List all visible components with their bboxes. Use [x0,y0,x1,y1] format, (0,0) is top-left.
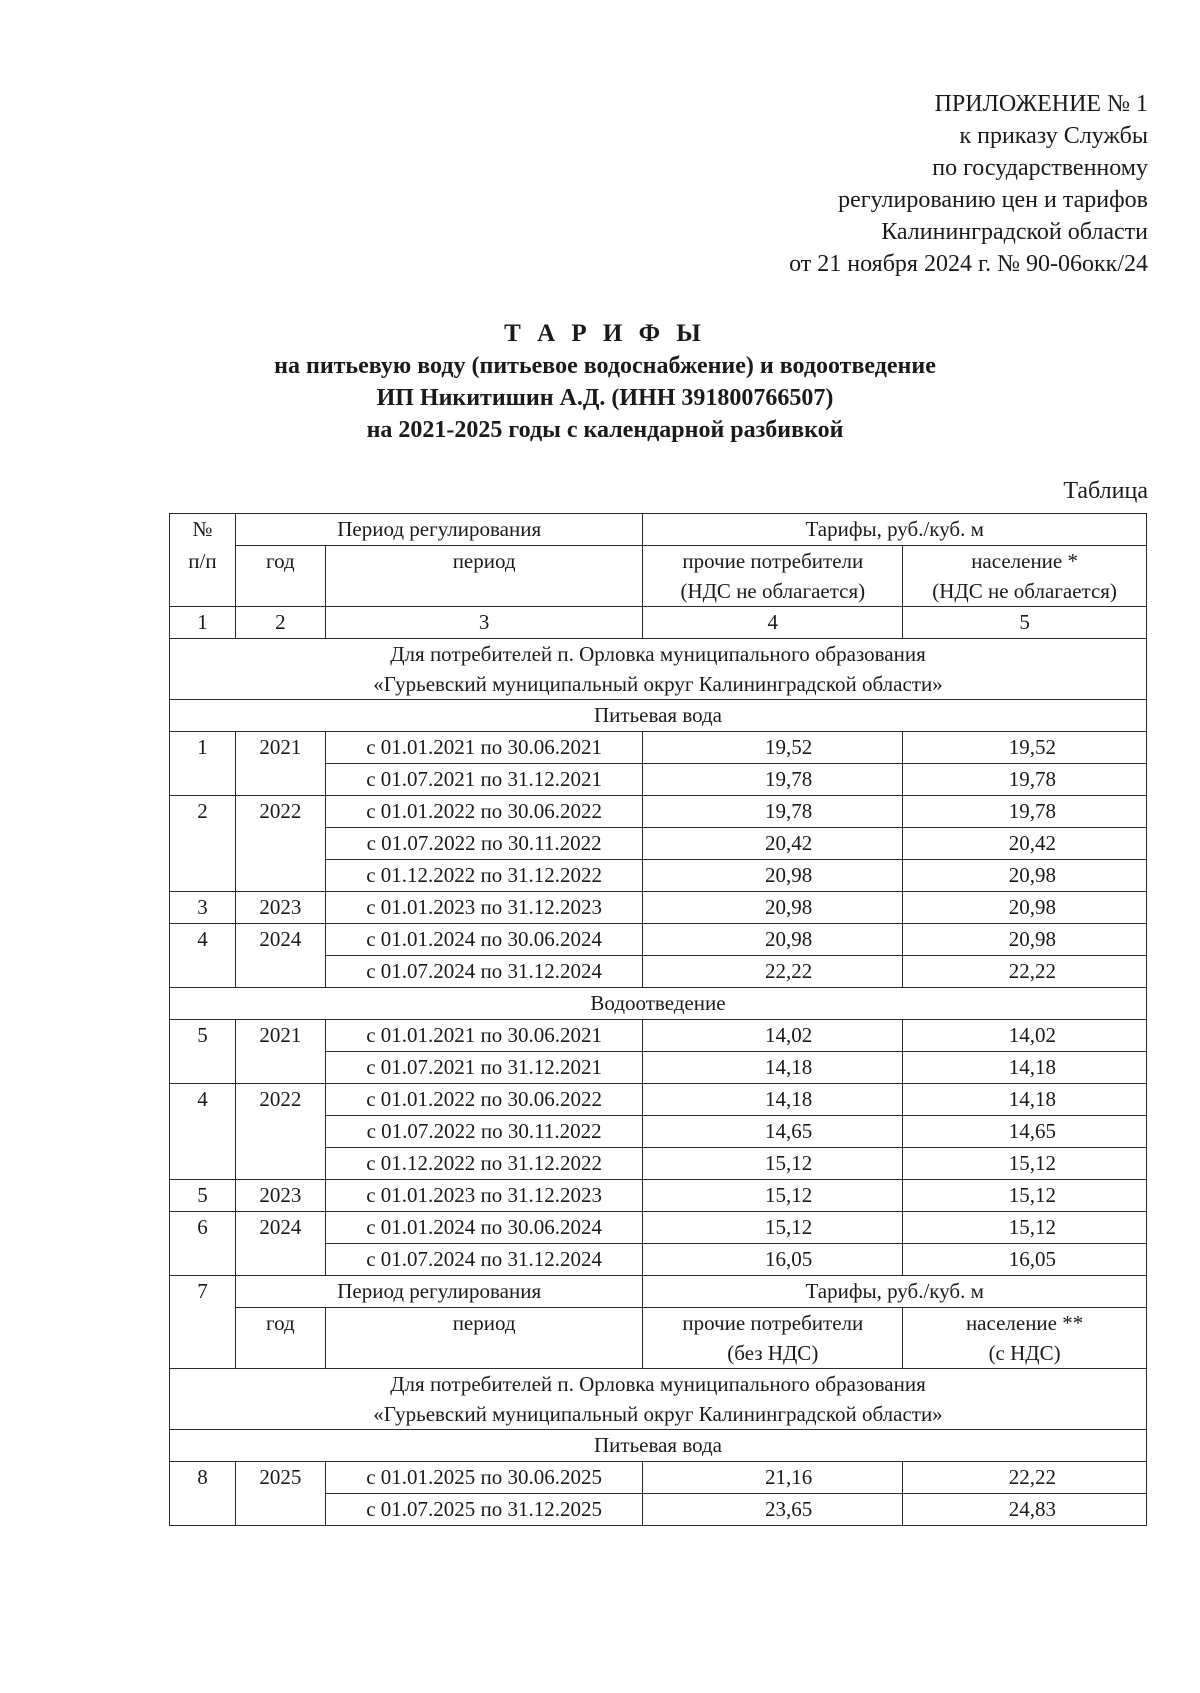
section1-water-title-row [170,700,1147,732]
section2-population-label: население ** [965,1311,1084,1335]
row-other-tariff: 14,18 [643,1084,903,1116]
row-population-tariff: 14,02 [903,1020,1147,1052]
row-number: 1 [170,732,236,796]
row-number: 8 [170,1462,236,1526]
row-population-tariff: 22,22 [903,1462,1147,1494]
row-period: с 01.07.2024 по 31.12.2024 [325,1244,643,1276]
row-period: с 01.01.2025 по 30.06.2025 [325,1462,643,1494]
section2-consumers-line1: Для потребителей п. Орловка муниципального образования [390,1372,926,1396]
row-population-tariff: 15,12 [903,1212,1147,1244]
row-period: с 01.07.2022 по 30.11.2022 [325,828,643,860]
row-year: 2021 [235,1020,325,1084]
header-year: год [235,546,325,607]
header-other-consumers [643,546,903,607]
header-other-consumers-note: (НДС не облагается) [680,579,866,603]
row-other-tariff: 20,98 [643,860,903,892]
row-period: с 01.07.2021 по 31.12.2021 [325,1052,643,1084]
row-period: с 01.01.2023 по 31.12.2023 [325,1180,643,1212]
row-other-tariff: 20,42 [643,828,903,860]
section2-consumers-line2: «Гурьевский муниципальный округ Калининградской области» [373,1402,943,1426]
row-year: 2022 [235,796,325,892]
title-organization: ИП Никитишин А.Д. (ИНН 391800766507) [376,385,834,411]
table-row [170,1020,1147,1052]
row-population-tariff: 14,18 [903,1052,1147,1084]
col-number-2: 2 [235,607,325,639]
row-period: с 01.07.2021 по 31.12.2021 [325,764,643,796]
attachment-title: ПРИЛОЖЕНИЕ № 1 [934,91,1148,117]
row-other-tariff: 14,18 [643,1052,903,1084]
section1-consumers [170,639,1147,700]
row-period: с 01.07.2024 по 31.12.2024 [325,956,643,988]
attachment-date-line: от 21 ноября 2024 г. № 90-06окк/24 [789,251,1148,277]
row-population-tariff: 20,42 [903,828,1147,860]
table-row [170,1212,1147,1244]
row-period: с 01.12.2022 по 31.12.2022 [325,860,643,892]
section1-consumers-row [170,639,1147,700]
row-period: с 01.01.2021 по 30.06.2021 [325,732,643,764]
row-population-tariff: 19,78 [903,796,1147,828]
row-period: с 01.01.2022 по 30.06.2022 [325,1084,643,1116]
row-number: 5 [170,1020,236,1084]
header-num-top: № [170,514,236,546]
header-period: период [325,546,643,607]
section2-consumers-row [170,1369,1147,1430]
row-period: с 01.01.2022 по 30.06.2022 [325,796,643,828]
row-number: 4 [170,1084,236,1180]
row-other-tariff: 15,12 [643,1212,903,1244]
title-period: на 2021-2025 годы с календарной разбивкой [366,417,844,443]
row-population-tariff: 24,83 [903,1494,1147,1526]
row-period: с 01.12.2022 по 31.12.2022 [325,1148,643,1180]
row-number: 2 [170,796,236,892]
section2-consumers [170,1369,1147,1430]
row-population-tariff: 19,78 [903,764,1147,796]
row-year: 2024 [235,924,325,988]
attachment-order-line: к приказу Службы [959,123,1148,149]
section2-other-consumers-label: прочие потребители [682,1311,864,1335]
row-period: с 01.01.2024 по 30.06.2024 [325,1212,643,1244]
row-year: 2021 [235,732,325,796]
section1-water-title: Питьевая вода [170,700,1147,732]
header-period-group: Период регулирования [235,514,643,546]
row-other-tariff: 16,05 [643,1244,903,1276]
section1-consumers-line2: «Гурьевский муниципальный округ Калининградской области» [373,672,943,696]
table-label: Таблица [1063,478,1148,504]
section2-water-title-row [170,1430,1147,1462]
row-number: 4 [170,924,236,988]
section2-other-consumers [643,1308,903,1369]
row-period: с 01.07.2022 по 30.11.2022 [325,1116,643,1148]
row-period: с 01.01.2024 по 30.06.2024 [325,924,643,956]
section1-consumers-line1: Для потребителей п. Орловка муниципального образования [390,642,926,666]
table-row [170,924,1147,956]
section1-sewer-title-row [170,988,1147,1020]
table-row [170,732,1147,764]
row-other-tariff: 20,98 [643,924,903,956]
row-population-tariff: 15,12 [903,1148,1147,1180]
row-other-tariff: 14,65 [643,1116,903,1148]
header-population-label: население * [971,549,1078,573]
table-row [170,892,1147,924]
row-population-tariff: 22,22 [903,956,1147,988]
col-number-4: 4 [643,607,903,639]
row-other-tariff: 14,02 [643,1020,903,1052]
header-num-bottom: п/п [170,546,236,607]
row-population-tariff: 20,98 [903,924,1147,956]
row-year: 2024 [235,1212,325,1276]
section2-population-note: (с НДС) [988,1341,1061,1365]
row-other-tariff: 15,12 [643,1180,903,1212]
row-period: с 01.07.2025 по 31.12.2025 [325,1494,643,1526]
section2-population [903,1308,1147,1369]
header-tariff-group: Тарифы, руб./куб. м [643,514,1147,546]
attachment-service-line: по государственному [932,155,1148,181]
column-numbers-row [170,607,1147,639]
section1-sewer-title: Водоотведение [170,988,1147,1020]
header-row [170,514,1147,546]
section2-number: 7 [170,1276,236,1308]
header-population [903,546,1147,607]
row-population-tariff: 19,52 [903,732,1147,764]
row-year: 2022 [235,1084,325,1180]
row-population-tariff: 14,65 [903,1116,1147,1148]
col-number-3: 3 [325,607,643,639]
table-row [170,1462,1147,1494]
row-other-tariff: 23,65 [643,1494,903,1526]
header-subrow [170,546,1147,607]
row-year: 2023 [235,1180,325,1212]
col-number-5: 5 [903,607,1147,639]
row-other-tariff: 19,78 [643,796,903,828]
row-population-tariff: 20,98 [903,860,1147,892]
section2-period: период [325,1308,643,1369]
col-number-1: 1 [170,607,236,639]
section2-year: год [235,1308,325,1369]
table-row [170,1084,1147,1116]
row-population-tariff: 16,05 [903,1244,1147,1276]
row-other-tariff: 19,78 [643,764,903,796]
row-number: 5 [170,1180,236,1212]
row-number: 3 [170,892,236,924]
row-other-tariff: 20,98 [643,892,903,924]
header-population-note: (НДС не облагается) [932,579,1117,603]
tariff-table [169,513,1147,1526]
section2-other-consumers-note: (без НДС) [727,1341,819,1365]
row-period: с 01.01.2023 по 31.12.2023 [325,892,643,924]
row-other-tariff: 19,52 [643,732,903,764]
row-year: 2025 [235,1462,325,1526]
row-population-tariff: 20,98 [903,892,1147,924]
row-period: с 01.01.2021 по 30.06.2021 [325,1020,643,1052]
row-year: 2023 [235,892,325,924]
section2-water-title: Питьевая вода [170,1430,1147,1462]
row-other-tariff: 15,12 [643,1148,903,1180]
attachment-regulation-line: регулированию цен и тарифов [838,187,1148,213]
row-other-tariff: 21,16 [643,1462,903,1494]
attachment-block [588,88,1148,280]
section2-period-group: Период регулирования [235,1276,643,1308]
title-subject: на питьевую воду (питьевое водоснабжение) и водоотведение [274,353,936,379]
section2-number-blank [170,1308,236,1369]
row-population-tariff: 15,12 [903,1180,1147,1212]
row-number: 6 [170,1212,236,1276]
table-row [170,1180,1147,1212]
document-title [0,318,1200,446]
attachment-region-line: Калининградской области [881,219,1148,245]
section2-subheader-row [170,1308,1147,1369]
row-other-tariff: 22,22 [643,956,903,988]
row-population-tariff: 14,18 [903,1084,1147,1116]
table-row [170,796,1147,828]
title-main: Т А Р И Ф Ы [504,320,706,347]
section2-tariff-group: Тарифы, руб./куб. м [643,1276,1147,1308]
header-other-consumers-label: прочие потребители [682,549,864,573]
section2-header-row [170,1276,1147,1308]
